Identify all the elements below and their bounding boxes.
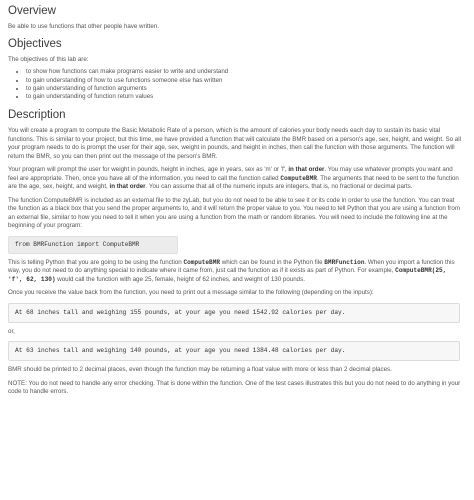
example-output-2: At 63 inches tall and weighing 140 pounds, at your age you need 1384.48 calories per day. xyxy=(8,341,460,361)
description-paragraph-3: The function ComputeBMR is included as an external file to the zyLab, but you do not need to be able to see it or its code in order to use the function. You can treat the function as a black box that you send the proper arguments to, and it will return the proper value to you. You need to tell Python that you are using a function from an external file, similar to how you need to tell it when you are using a function from the math or random libraries. You will need to include the following line at the beginning of your program: xyxy=(8,196,460,230)
inline-code: ComputeBMR xyxy=(183,258,221,266)
description-paragraph-1: You will create a program to compute the Basic Metabolic Rate of a person, which is the amount of calories your body needs each day to sustain its basic vital functions. This is similar to your project, but this time, we have provided a function that will calculate the BMR based on a person's age, sex, height, and weight. So all your program needs to do is prompt the user for their age, sex, weight in pounds, and height in inches, then call the function with those arguments. The function will return the BMR, so you can then print out the message of the person's BMR. xyxy=(8,127,461,160)
example-output-1: At 68 inches tall and weighing 155 pounds, at your age you need 1542.92 calories per day. xyxy=(8,303,460,323)
description-paragraph-4 xyxy=(8,259,462,285)
text-span: which can be found in the Python file xyxy=(220,258,325,266)
objective-item: • to gain understanding of how to use functions someone else has written xyxy=(26,77,462,85)
text-span: Your program will prompt the user for weight in pounds, height in inches, age in years, sex as 'm' or 'f', xyxy=(8,166,289,174)
description-paragraph-5: Once you receive the value back from the function, you need to print out a message similar to the following (depending on the inputs): xyxy=(8,289,374,297)
text-span: . The arguments that need to be sent to the function are the age, sex, height, and weight, xyxy=(8,174,459,191)
description-heading: Description xyxy=(8,109,66,122)
text-span: . You may use whatever prompts you want and feel are appropriate. Then, once you have all of the information, you need to call the function called xyxy=(8,166,453,182)
objective-item: • to show how functions can make programs easier to write and understand xyxy=(26,68,462,76)
objective-item: • to gain understanding of function return values xyxy=(26,93,462,101)
or-text: or, xyxy=(8,327,15,335)
import-code-block: from BMRFunction import ComputeBMR xyxy=(8,236,178,254)
overview-text: Be able to use functions that other people have written. xyxy=(8,22,160,30)
description-paragraph-6: BMR should be printed to 2 decimal places, even though the function may be returning a float value with more or less than 2 decimal places. xyxy=(8,366,392,374)
inline-code: BMRFunction xyxy=(324,258,365,266)
objectives-intro: The objectives of this lab are: xyxy=(8,55,89,63)
description-note: NOTE: You do not need to handle any error checking. That is done within the function. One of the test cases illustrates this but you do not need to do anything in your code to handle errors. xyxy=(8,379,461,396)
description-paragraph-2 xyxy=(8,166,462,192)
text-span: would call the function with age 25, female, height of 62 inches, and weight of 130 pounds. xyxy=(55,275,305,283)
text-span: . You can assume that all of the numeric inputs are integers, that is, no fractional or decimal parts. xyxy=(145,183,413,191)
emphasis-text: in that order xyxy=(288,166,325,174)
text-span: This is telling Python that you are going to be using the function xyxy=(8,258,184,266)
objectives-list xyxy=(8,68,462,101)
overview-heading: Overview xyxy=(8,5,56,17)
inline-code: ComputeBMR xyxy=(280,174,317,182)
emphasis-text: in that order xyxy=(109,183,146,191)
objective-item: • to gain understanding of function arguments xyxy=(26,85,462,93)
inline-code: ComputeBMR(25, 'f', 62, 130) xyxy=(8,267,447,283)
objectives-heading: Objectives xyxy=(8,38,62,51)
text-span: . When you import a function this way, you do not need to do anything special to indicate where it came from, just call the function as if it exists as part of Python. For example, xyxy=(8,258,455,275)
